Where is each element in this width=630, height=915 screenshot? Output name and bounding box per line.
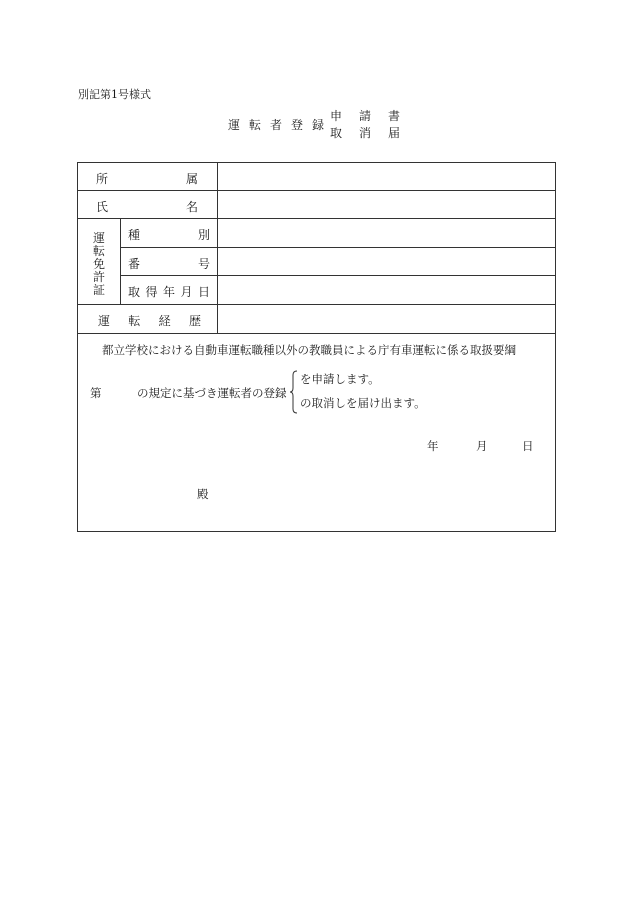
- statement-regulation: 都立学校における自動車運転職種以外の教職員による庁有車運転に係る取扱要綱: [102, 343, 516, 357]
- title-char: 者: [269, 118, 282, 132]
- title-char: 請: [358, 109, 371, 123]
- title-char: 書: [387, 109, 400, 123]
- title-char: 届: [387, 126, 400, 140]
- license-group-label: 運 転 免 許 証: [92, 231, 105, 297]
- row-divider: [77, 333, 556, 334]
- license-date-field[interactable]: [218, 276, 555, 304]
- option-cancel[interactable]: の取消しを届け出ます。: [300, 396, 426, 410]
- date-month-label: 月: [476, 439, 488, 453]
- curly-brace-icon: [289, 370, 299, 414]
- name-field[interactable]: [218, 191, 555, 218]
- driving-history-field[interactable]: [218, 305, 555, 333]
- license-number-field[interactable]: [218, 248, 555, 275]
- title-char: 消: [358, 126, 371, 140]
- title-char: 申: [330, 109, 343, 123]
- date-year-label: 年: [427, 439, 439, 453]
- article-suffix: の規定に基づき運転者の登録: [137, 386, 287, 400]
- license-group-divider: [120, 218, 121, 304]
- license-type-label: 種 別: [128, 228, 210, 242]
- title-char: 登: [290, 118, 303, 132]
- license-date-label: 取 得 年 月 日: [128, 285, 210, 299]
- date-day-label: 日: [522, 439, 534, 453]
- affiliation-field[interactable]: [218, 163, 555, 190]
- license-type-field[interactable]: [218, 219, 555, 247]
- addressee-honorific: 殿: [197, 487, 209, 501]
- article-number-field[interactable]: [104, 382, 134, 400]
- driving-history-label: 運 転 経 歴: [98, 314, 201, 328]
- title-char: 録: [311, 118, 324, 132]
- title-option-apply: [330, 107, 400, 124]
- article-prefix: 第: [90, 386, 102, 400]
- title-char: 取: [330, 126, 343, 140]
- title-option-cancel: [330, 124, 400, 141]
- addressee-field[interactable]: [100, 482, 192, 502]
- name-label: 氏 名: [96, 200, 198, 214]
- title-char: 運: [228, 118, 241, 132]
- license-number-label: 番 号: [128, 257, 210, 271]
- option-apply[interactable]: を申請します。: [300, 372, 380, 386]
- title-char: 転: [248, 118, 261, 132]
- document-title: [228, 116, 324, 133]
- affiliation-label: 所 属: [96, 172, 198, 186]
- form-number: 別記第1号様式: [78, 88, 151, 101]
